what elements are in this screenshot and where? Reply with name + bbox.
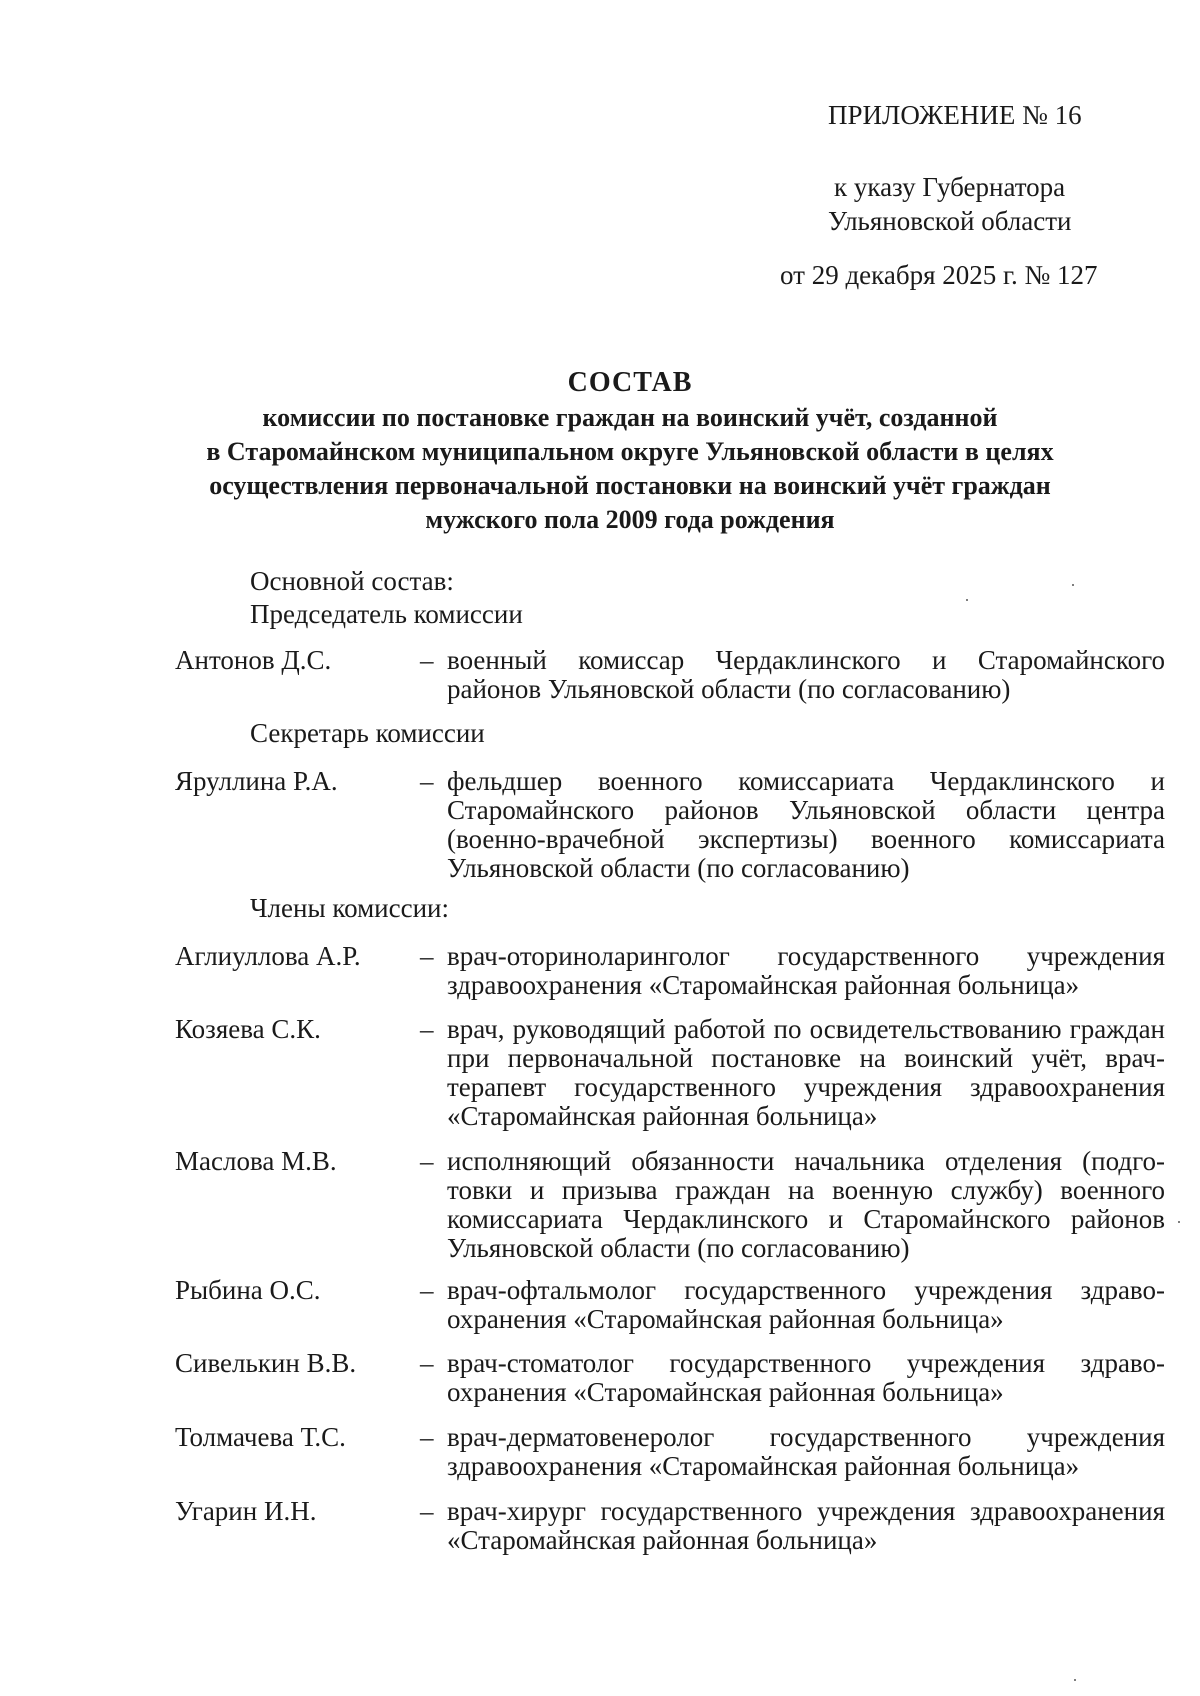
scan-speck — [966, 599, 968, 601]
member-role: исполняющий обязанности начальника отделения (подготовки и призыва граждан на военную службу) военного комиссариата Чердаклинского и Старомайнского районов Ульяновской области (по согласованию) — [447, 1146, 1165, 1263]
member-name: Рыбина О.С. — [175, 1275, 321, 1305]
member-role: врач-офтальмолог государственного учреждения здравоохранения «Старомайнская районная больница» — [447, 1275, 1165, 1334]
member-role: врач-дерматовенеролог государственного учреждения здравоохранения «Старомайнская районная больница» — [447, 1422, 1165, 1481]
appendix-label: ПРИЛОЖЕНИЕ № 16 — [828, 100, 1082, 130]
dash-separator: – — [420, 1014, 434, 1044]
member-name: Яруллина Р.А. — [175, 766, 338, 796]
member-role: фельдшер военного комиссариата Чердаклинского и Старомайнского районов Ульяновской области центра (военно-врачебной экспертизы) военного комиссариата Ульяновской области (по согласованию) — [447, 766, 1165, 883]
secretary-section-label: Секретарь комиссии — [250, 718, 485, 748]
decree-reference-line-1: к указу Губернатора — [834, 172, 1066, 202]
member-name: Антонов Д.С. — [175, 645, 332, 675]
dash-separator: – — [420, 645, 434, 675]
scan-speck — [1072, 584, 1074, 586]
member-name: Аглиуллова А.Р. — [175, 941, 361, 971]
member-role: военный комиссар Чердаклинского и Старомайнского районов Ульяновской области (по согласованию) — [447, 645, 1165, 704]
dash-separator: – — [420, 1146, 434, 1176]
member-name: Сивелькин В.В. — [175, 1348, 357, 1378]
document-title: СОСТАВ — [567, 367, 693, 398]
chairman-section-label: Председатель комиссии — [250, 599, 523, 629]
dash-separator: – — [420, 941, 434, 971]
dash-separator: – — [420, 1275, 434, 1305]
dash-separator: – — [420, 766, 434, 796]
member-name: Угарин И.Н. — [175, 1496, 317, 1526]
member-role: врач-оториноларинголог государственного учреждения здравоохранения «Старомайнская районная больница» — [447, 941, 1165, 1000]
scan-speck — [1074, 1679, 1076, 1681]
document-subtitle-line: в Старомайнском муниципальном округе Ульяновской области в целях — [206, 437, 1054, 466]
scan-speck — [1178, 1221, 1180, 1223]
member-name: Маслова М.В. — [175, 1146, 337, 1176]
dash-separator: – — [420, 1348, 434, 1378]
members-section-label: Члены комиссии: — [250, 893, 449, 923]
dash-separator: – — [420, 1496, 434, 1526]
dash-separator: – — [420, 1422, 434, 1452]
member-role: врач-стоматолог государственного учреждения здравоохранения «Старомайнская районная больница» — [447, 1348, 1165, 1407]
document-subtitle-line: мужского пола 2009 года рождения — [425, 505, 835, 534]
document-subtitle-line: комиссии по постановке граждан на воинский учёт, созданной — [262, 403, 998, 432]
document-subtitle-line: осуществления первоначальной постановки на воинский учёт граждан — [209, 471, 1051, 500]
decree-date: от 29 декабря 2025 г. № 127 — [780, 260, 1098, 290]
member-role: врач, руководящий работой по освидетельствованию граждан при первоначальной постановке на воинский учёт, врач-терапевт государственного учреждения здравоохранения «Старомайнская районная больница» — [447, 1014, 1165, 1131]
member-role: врач-хирург государственного учреждения здравоохранения «Старомайнская районная больница» — [447, 1496, 1165, 1555]
decree-reference-line-2: Ульяновской области — [828, 206, 1072, 236]
document-title-block — [160, 365, 1100, 537]
main-composition-label: Основной состав: — [250, 566, 454, 596]
member-name: Толмачева Т.С. — [175, 1422, 346, 1452]
member-name: Козяева С.К. — [175, 1014, 321, 1044]
